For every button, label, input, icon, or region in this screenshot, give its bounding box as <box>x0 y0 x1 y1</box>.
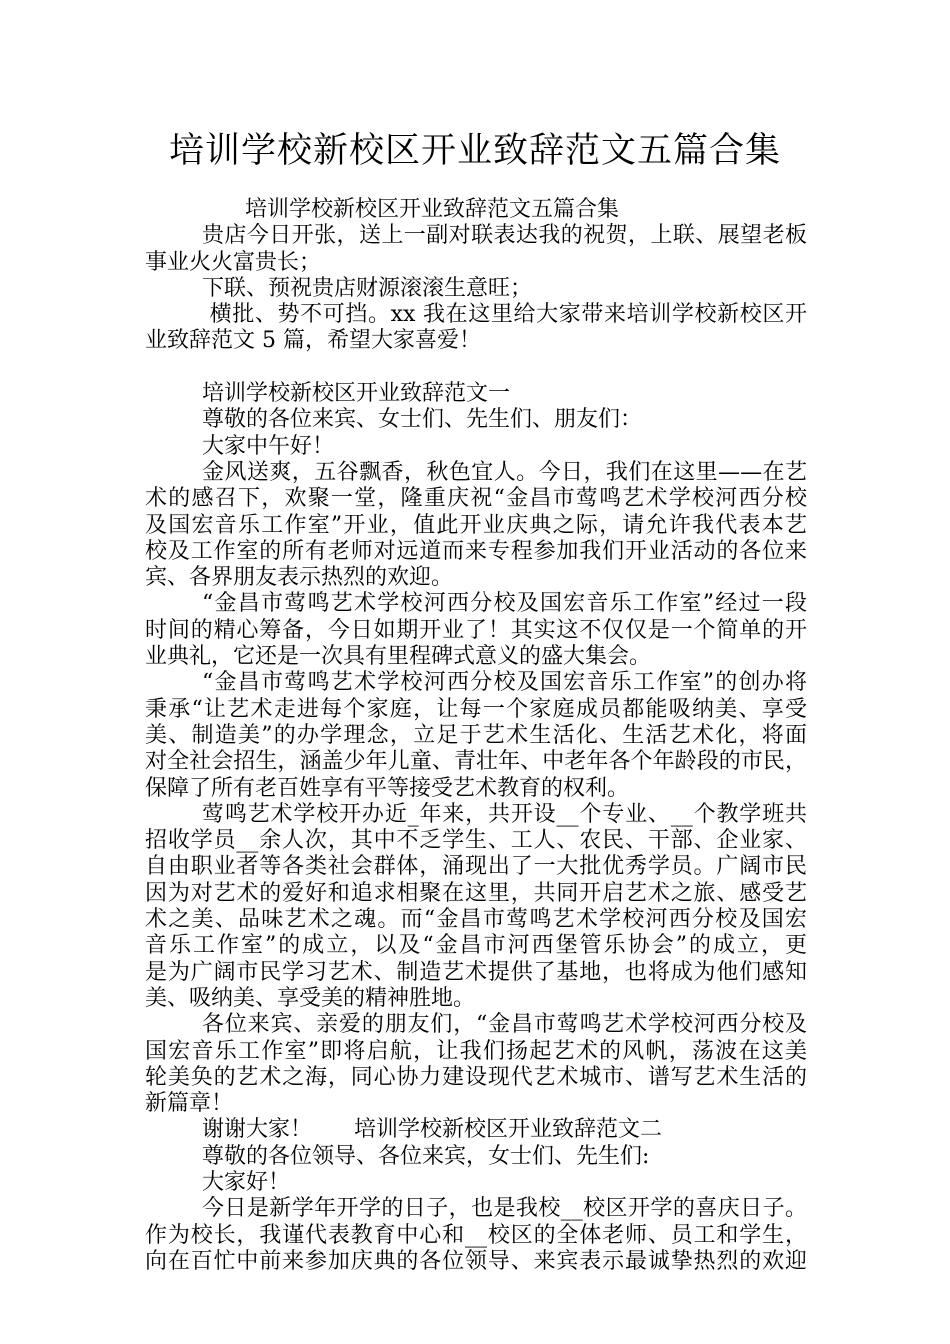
text-line: “金昌市莺鸣艺术学校河西分校及国宏音乐工作室”的创办将 <box>202 670 807 696</box>
text-line: 自由职业者等各类社会群体，涌现出了一大批优秀学员。广阔市民 <box>145 854 807 880</box>
text-line: 新篇章！ <box>145 1091 234 1117</box>
text-line: 大家中午好！ <box>202 433 335 459</box>
section-heading: 培训学校新校区开业致辞范文一 <box>202 381 511 407</box>
text-line: 术之美、品味艺术之魂。而“金昌市莺鸣艺术学校河西分校及国宏 <box>145 907 807 933</box>
text-line: 及国宏音乐工作室”开业，值此开业庆典之际，请允许我代表本艺 <box>145 512 807 538</box>
text-line: 对全社会招生，涵盖少年儿童、青壮年、中老年各个年龄段的市民， <box>145 749 807 775</box>
text-line: 因为对艺术的爱好和追求相聚在这里，共同开启艺术之旅、感受艺 <box>145 880 807 906</box>
text-line: 术的感召下，欢聚一堂，隆重庆祝“金昌市莺鸣艺术学校河西分校 <box>145 486 807 512</box>
text-line: 美、吸纳美、享受美的精神胜地。 <box>145 985 476 1011</box>
text-line: 美、制造美”的办学理念，立足于艺术生活化、生活艺术化，将面 <box>145 722 807 748</box>
blank-line <box>145 355 807 381</box>
text-line: 校及工作室的所有老师对远道而来专程参加我们开业活动的各位来 <box>145 538 807 564</box>
text-line: 横批、势不可挡。xx 我在这里给大家带来培训学校新校区开 <box>202 302 807 328</box>
text-line: 国宏音乐工作室”即将启航，让我们扬起艺术的风帆，荡波在这美 <box>145 1038 807 1064</box>
text-line: 各位来宾、亲爱的朋友们，“金昌市莺鸣艺术学校河西分校及 <box>202 1012 807 1038</box>
text-line: 金风送爽，五谷飘香，秋色宜人。今日，我们在这里——在艺 <box>202 459 807 485</box>
text-line: 作为校长，我谨代表教育中心和__校区的全体老师、员工和学生， <box>145 1222 807 1248</box>
text-line: “金昌市莺鸣艺术学校河西分校及国宏音乐工作室”经过一段 <box>202 591 807 617</box>
text-line: 下联、预祝贵店财源滚滚生意旺； <box>202 275 533 301</box>
text-line: 谢谢大家！ 培训学校新校区开业致辞范文二 <box>202 1117 662 1143</box>
text-line: 尊敬的各位领导、各位来宾，女士们、先生们: <box>202 1143 650 1169</box>
text-line: 大家好！ <box>202 1169 291 1195</box>
text-line: 时间的精心筹备，今日如期开业了！其实这不仅仅是一个简单的开 <box>145 617 807 643</box>
text-line: 向在百忙中前来参加庆典的各位领导、来宾表示最诚挚热烈的欢迎 <box>145 1248 807 1274</box>
text-line: 轮美奂的艺术之海，同心协力建设现代艺术城市、谱写艺术生活的 <box>145 1064 807 1090</box>
document-body <box>145 197 807 1275</box>
text-line: 招收学员__余人次，其中不乏学生、工人、农民、干部、企业家、 <box>145 828 807 854</box>
subtitle-line: 培训学校新校区开业致辞范文五篇合集 <box>245 197 620 222</box>
text-line: 宾、各界朋友表示热烈的欢迎。 <box>145 565 454 591</box>
text-line: 业致辞范文 5 篇，希望大家喜爱！ <box>145 328 481 354</box>
text-line: 音乐工作室”的成立，以及“金昌市河西堡管乐协会”的成立，更 <box>145 933 807 959</box>
text-line: 贵店今日开张，送上一副对联表达我的祝贺，上联、展望老板 <box>202 223 807 249</box>
document-title: 培训学校新校区开业致辞范文五篇合集 <box>168 131 781 171</box>
text-line: 是为广阔市民学习艺术、制造艺术提供了基地，也将成为他们感知 <box>145 959 807 985</box>
text-line: 莺鸣艺术学校开办近_年来，共开设__个专业、__个教学班共 <box>202 801 807 827</box>
text-line: 尊敬的各位来宾、女士们、先生们、朋友们： <box>202 407 643 433</box>
text-line: 今日是新学年开学的日子，也是我校__校区开学的喜庆日子。 <box>202 1196 807 1222</box>
text-line: 业典礼，它还是一次具有里程碑式意义的盛大集会。 <box>145 644 652 670</box>
text-line: 事业火火富贵长； <box>145 249 322 275</box>
text-line: 秉承“让艺术走进每个家庭，让每一个家庭成员都能吸纳美、享受 <box>145 696 807 722</box>
text-line: 保障了所有老百姓享有平等接受艺术教育的权利。 <box>145 775 630 801</box>
